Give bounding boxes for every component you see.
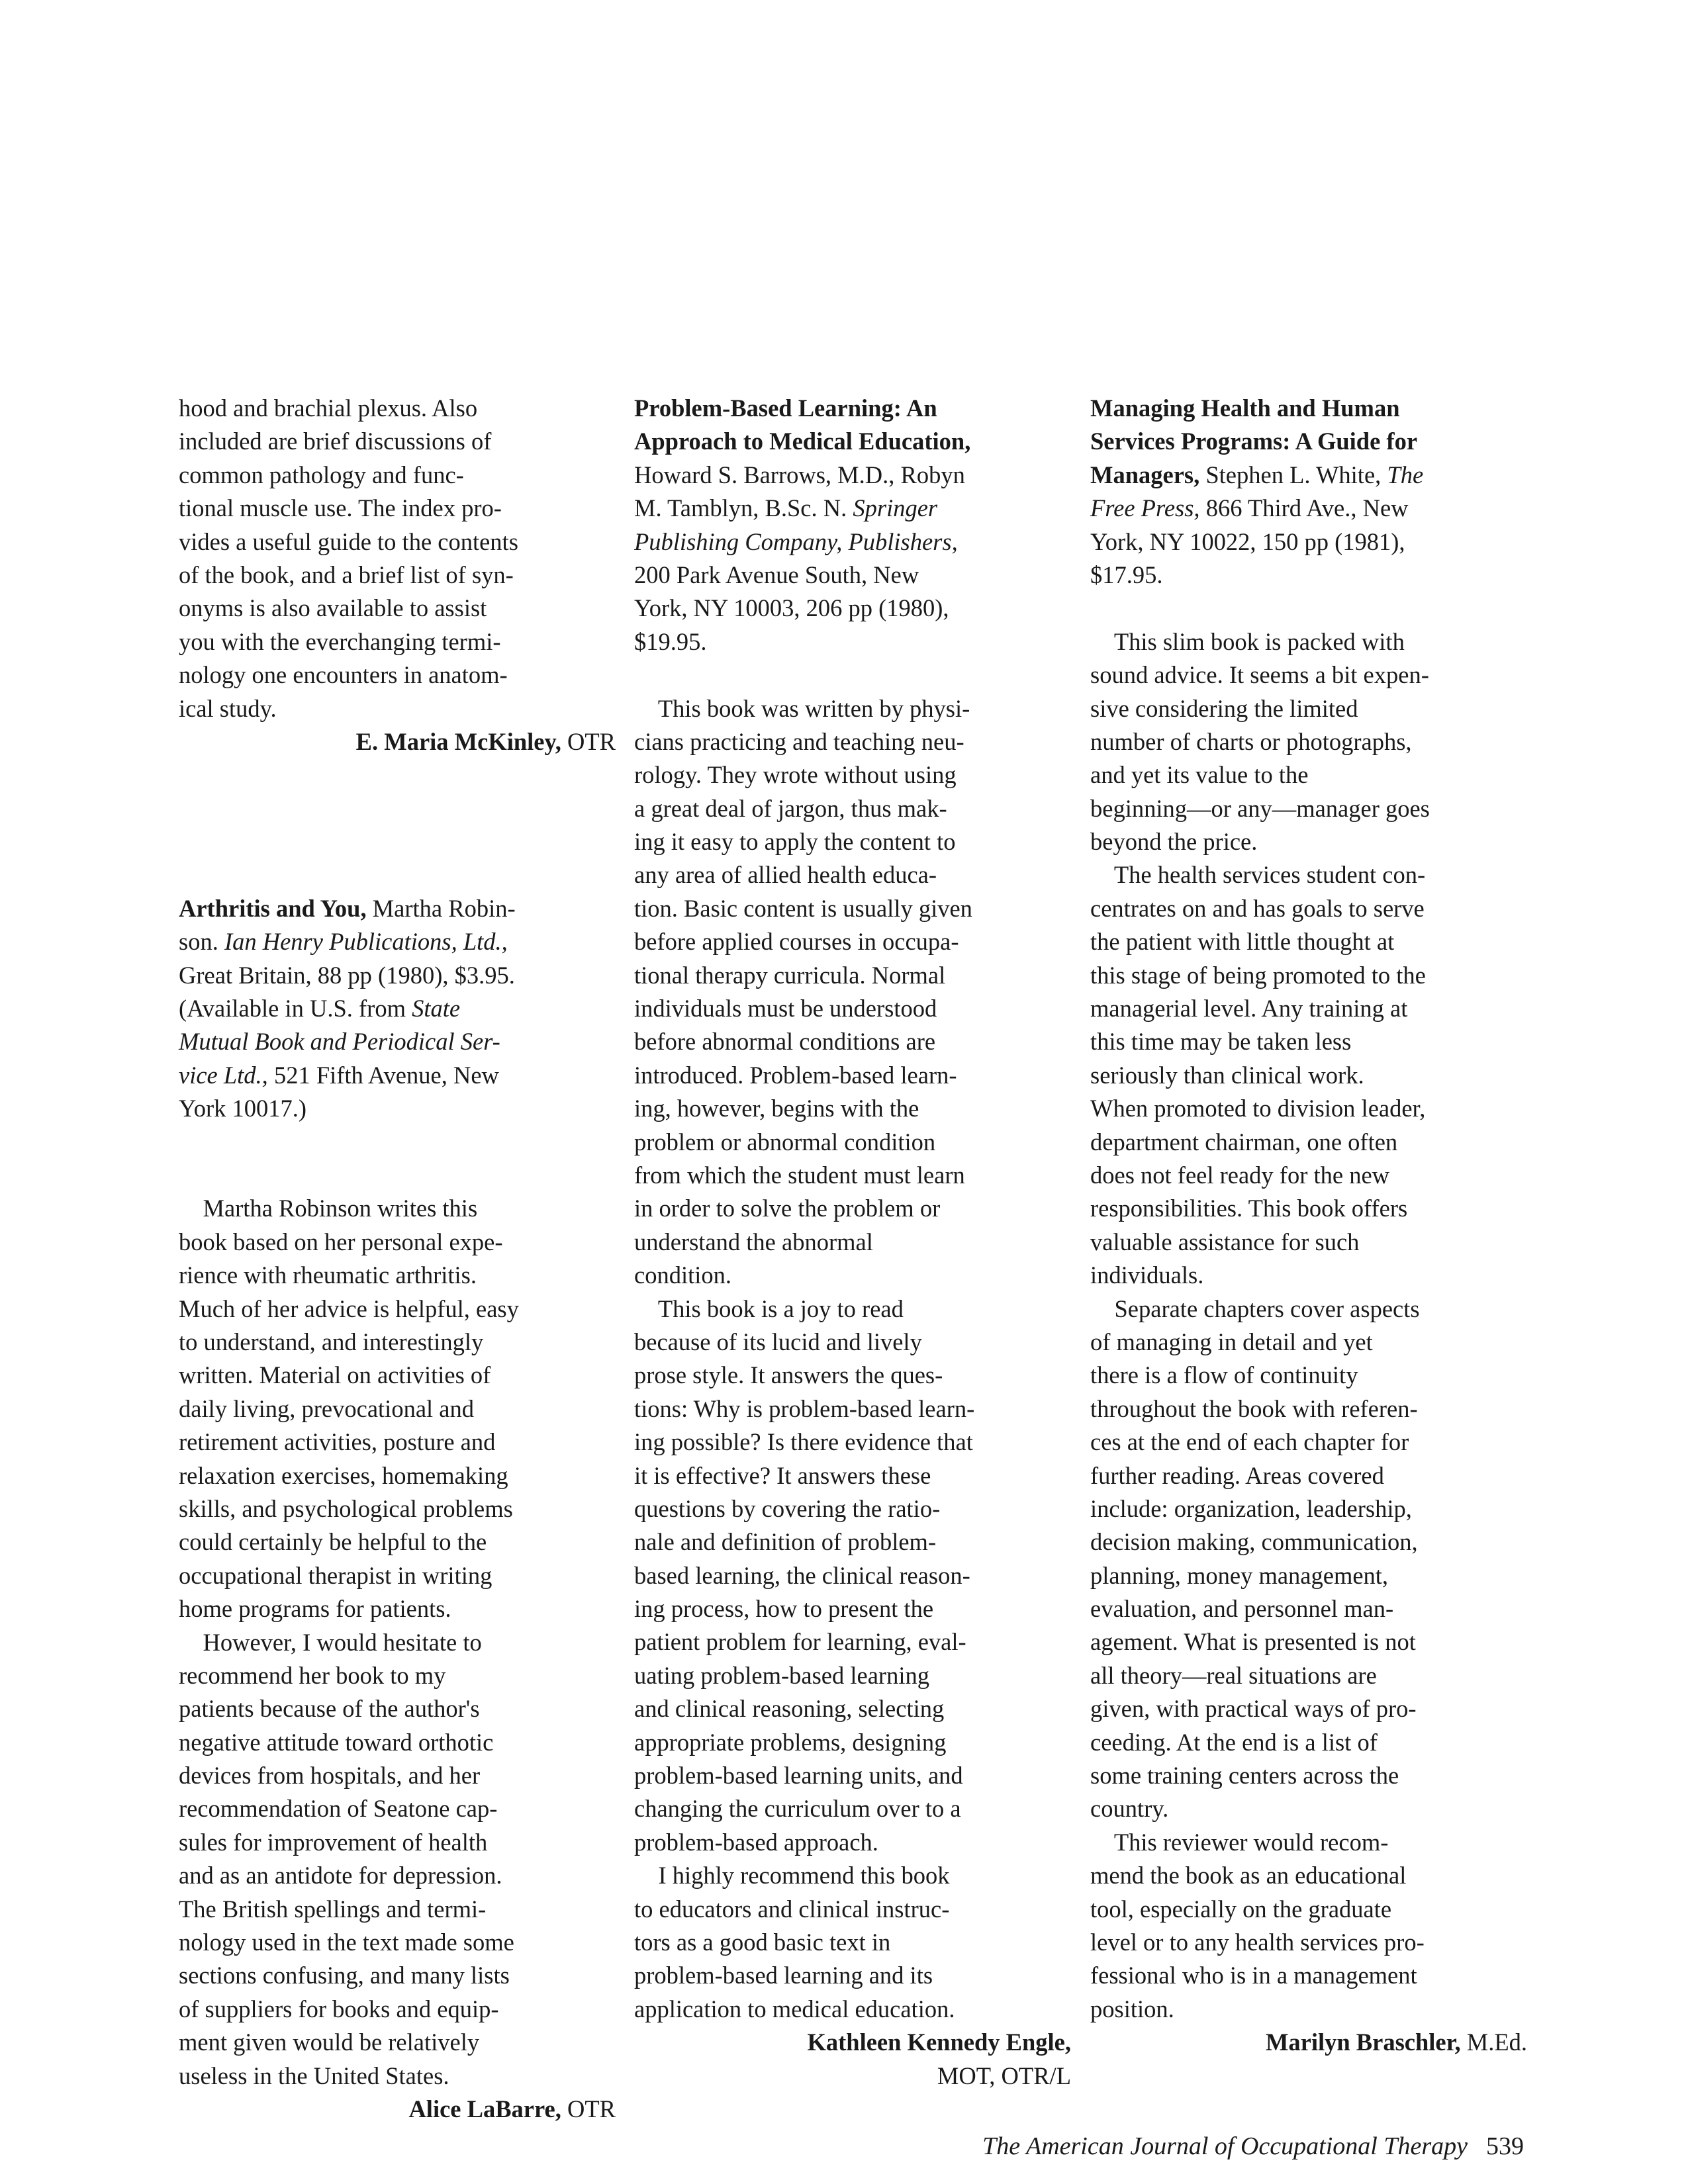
text-line: tors as a good basic text in [634,1928,891,1956]
text-line: and clinical reasoning, selecting [634,1695,945,1723]
text-line: to educators and clinical instruc- [634,1895,950,1923]
reviewer-name: Kathleen Kennedy Engle, [807,2028,1071,2056]
text-line: sections confusing, and many lists [179,1962,510,1989]
text-line: problem-based learning units, and [634,1762,963,1790]
text-line: sules for improvement of health [179,1828,488,1856]
text-line: included are brief discussions of [179,428,492,455]
text-line: tool, especially on the graduate [1090,1895,1392,1923]
reviewer-credential: M.Ed. [1460,2028,1527,2056]
text-line: of managing in detail and yet [1090,1328,1373,1355]
text-line: ing, however, begins with the [634,1095,919,1122]
text-line: nale and definition of problem- [634,1528,937,1556]
text-line: ceeding. At the end is a list of [1090,1728,1378,1756]
text-line: useless in the United States. [179,2062,449,2089]
text-line: it is effective? It answers these [634,1461,931,1489]
text-line: problem-based approach. [634,1828,878,1856]
text-line: tional muscle use. The index pro- [179,494,502,522]
text-line: questions by covering the ratio- [634,1494,941,1522]
text-line: ing process, how to present the [634,1595,934,1623]
review-title: Managing Health and Human [1090,394,1400,422]
text-line: decision making, communication, [1090,1528,1418,1556]
text-line: This book was written by physi- [634,694,970,722]
text-line: written. Material on activities of [179,1361,491,1389]
text-line: before applied courses in occupa- [634,928,959,956]
review-title: Services Programs: A Guide for [1090,428,1418,455]
text-line: ical study. [179,694,277,722]
text-line: problem or abnormal condition [634,1128,936,1156]
text-line: I highly recommend this book [634,1862,950,1889]
page-footer [982,2130,1524,2163]
reviewer-credential: MOT, OTR/L [937,2062,1071,2089]
text-line: Separate chapters cover aspects [1090,1295,1420,1322]
text-line: planning, money management, [1090,1561,1389,1589]
text-line: agement. What is presented is not [1090,1628,1416,1656]
text-line: department chairman, one often [1090,1128,1398,1156]
text-line: based learning, the clinical reason- [634,1561,970,1589]
text-line: rience with rheumatic arthritis. [179,1261,477,1289]
text-line: nology one encounters in anatom- [179,661,508,689]
text-line: This book is a joy to read [634,1295,904,1322]
column-1 [179,392,616,2126]
text-line: this stage of being promoted to the [1090,961,1426,989]
text-line: prose style. It answers the ques- [634,1361,943,1389]
text-line: the patient with little thought at [1090,928,1395,956]
publisher: Publishing Company, Publishers, [634,527,958,555]
text-line: mend the book as an educational [1090,1862,1407,1889]
text-line: hood and brachial plexus. Also [179,394,478,422]
text-line: because of its lucid and lively [634,1328,922,1355]
column-2 [634,392,1071,2093]
text-line: The British spellings and termi- [179,1895,487,1923]
review-title: Arthritis and You, [179,894,367,922]
text-line: responsibilities. This book offers [1090,1195,1408,1222]
reviewer-credential: OTR [561,2095,616,2122]
text-line: any area of allied health educa- [634,861,937,889]
text-line: retirement activities, posture and [179,1428,496,1456]
text-line: valuable assistance for such [1090,1228,1360,1255]
text-line: ing possible? Is there evidence that [634,1428,973,1456]
text-line: and as an antidote for depression. [179,1862,502,1889]
text-line: further reading. Areas covered [1090,1461,1384,1489]
text-line: This slim book is packed with [1090,627,1405,655]
reviewer-name: Alice LaBarre, [408,2095,561,2122]
text-line: position. [1090,1995,1174,2023]
text-line: ment given would be relatively [179,2028,480,2056]
page-number: 539 [1486,2132,1524,2160]
text-line: appropriate problems, designing [634,1728,947,1756]
text-line: in order to solve the problem or [634,1195,941,1222]
intro-reviewer-signature [179,725,616,758]
text-line: country. [1090,1795,1169,1823]
text-line: relaxation exercises, homemaking [179,1461,508,1489]
text-line: centrates on and has goals to serve [1090,894,1425,922]
text-line: level or to any health services pro- [1090,1928,1425,1956]
text-line: beyond the price. [1090,828,1258,856]
text-line: fessional who is in a management [1090,1962,1417,1989]
text-line: sound advice. It seems a bit expen- [1090,661,1429,689]
text-line: rology. They wrote without using [634,761,957,789]
text-line: application to medical education. [634,1995,955,2023]
intro-paragraph [179,392,616,725]
text-line: tions: Why is problem-based learn- [634,1394,975,1422]
text-line: patients because of the author's [179,1695,480,1723]
text-line: vides a useful guide to the contents [179,527,518,555]
review-body [179,1192,616,2093]
text-line: ing it easy to apply the content to [634,828,956,856]
text-line: a great deal of jargon, thus mak- [634,794,947,822]
text-line: skills, and psychological problems [179,1494,513,1522]
text-line: Martha Robinson writes this [179,1195,478,1222]
text-line: devices from hospitals, and her [179,1762,481,1790]
text-line: before abnormal conditions are [634,1028,936,1056]
text-line: of suppliers for books and equip- [179,1995,499,2023]
text-line: patient problem for learning, eval- [634,1628,966,1656]
text-line: number of charts or photographs, [1090,727,1412,755]
review-body [634,692,1071,2026]
reviewer-signature [1090,2026,1527,2059]
review-title: Approach to Medical Education, [634,428,971,455]
text-line: daily living, prevocational and [179,1394,474,1422]
text-line: nology used in the text made some [179,1929,514,1956]
text-line: tion. Basic content is usually given [634,894,972,922]
review-citation: Arthritis and You, Martha Robin- son. Ian Henry Publications, Ltd., Great Britain, 88 pp (1980), $3.95. (Available in U.S. from State Mutual Book and Periodical Ser- vice Ltd., 521 Fifth Avenue, New York 10017.) [179,894,516,1122]
text-line: sive considering the limited [1090,694,1358,722]
publisher: Ian Henry Publications, Ltd., [224,928,508,956]
text-line: of the book, and a brief list of syn- [179,561,514,588]
publisher: Free Press, [1090,494,1200,522]
text-line: This reviewer would recom- [1090,1828,1389,1856]
text-line: onyms is also available to assist [179,594,487,622]
text-line: include: organization, leadership, [1090,1494,1412,1522]
text-line: condition. [634,1261,731,1289]
text-line: cians practicing and teaching neu- [634,727,964,755]
reviewer-name: Marilyn Braschler, [1265,2028,1461,2056]
text-line: home programs for patients. [179,1595,451,1623]
text-line: occupational therapist in writing [179,1561,492,1589]
text-line: Much of her advice is helpful, easy [179,1295,519,1322]
text-line: common pathology and func- [179,461,464,488]
review-citation: Managing Health and Human Services Programs: A Guide for Managers, Stephen L. White, The Free Press, 866 Third Ave., New York, NY 10022, 150 pp (1981), $17.95. [1090,392,1527,592]
review-title: Managers, [1090,461,1200,488]
text-line: book based on her personal expe- [179,1228,503,1255]
text-line: could certainly be helpful to the [179,1528,487,1556]
review-title: Problem-Based Learning: An [634,394,937,422]
text-line: beginning—or any—manager goes [1090,794,1430,822]
reviewer-credential: OTR [561,727,616,755]
text-line: and yet its value to the [1090,761,1309,789]
text-line: all theory—real situations are [1090,1661,1377,1689]
text-line: ces at the end of each chapter for [1090,1428,1409,1456]
text-line: problem-based learning and its [634,1962,933,1989]
text-line: does not feel ready for the new [1090,1161,1390,1189]
text-line: recommendation of Seatone cap- [179,1795,498,1823]
review-body [1090,625,1527,2026]
reviewer-name: E. Maria McKinley, [355,727,561,755]
text-line: this time may be taken less [1090,1028,1352,1056]
text-line: individuals must be understood [634,995,937,1023]
text-line: changing the curriculum over to a [634,1795,961,1823]
text-line: When promoted to division leader, [1090,1095,1426,1122]
text-line: tional therapy curricula. Normal [634,961,946,989]
text-line: managerial level. Any training at [1090,995,1408,1023]
text-line: given, with practical ways of pro- [1090,1695,1417,1723]
reviewer-signature [179,2093,616,2126]
text-line: some training centers across the [1090,1762,1399,1790]
text-line: understand the abnormal [634,1228,873,1255]
text-line: seriously than clinical work. [1090,1061,1364,1089]
text-line: The health services student con- [1090,861,1426,889]
text-line: uating problem-based learning [634,1661,929,1689]
text-line: from which the student must learn [634,1161,965,1189]
text-line: However, I would hesitate to [179,1628,482,1656]
text-line: recommend her book to my [179,1661,446,1689]
column-3 [1090,392,1527,2060]
text-line: evaluation, and personnel man- [1090,1595,1394,1623]
journal-title: The American Journal of Occupational Therapy [982,2132,1468,2160]
text-line: introduced. Problem-based learn- [634,1061,957,1089]
text-line: there is a flow of continuity [1090,1361,1358,1389]
text-line: individuals. [1090,1261,1204,1289]
text-line: negative attitude toward orthotic [179,1728,494,1756]
text-line: you with the everchanging termi- [179,627,501,655]
review-citation: Problem-Based Learning: An Approach to Medical Education, Howard S. Barrows, M.D., Robyn M. Tamblyn, B.Sc. N. Springer Publishing Company, Publishers, 200 Park Avenue South, New York, NY 10003, 206 pp (1980), $19.95. [634,392,1071,659]
text-line: throughout the book with referen- [1090,1394,1418,1422]
text-line: to understand, and interestingly [179,1328,484,1355]
